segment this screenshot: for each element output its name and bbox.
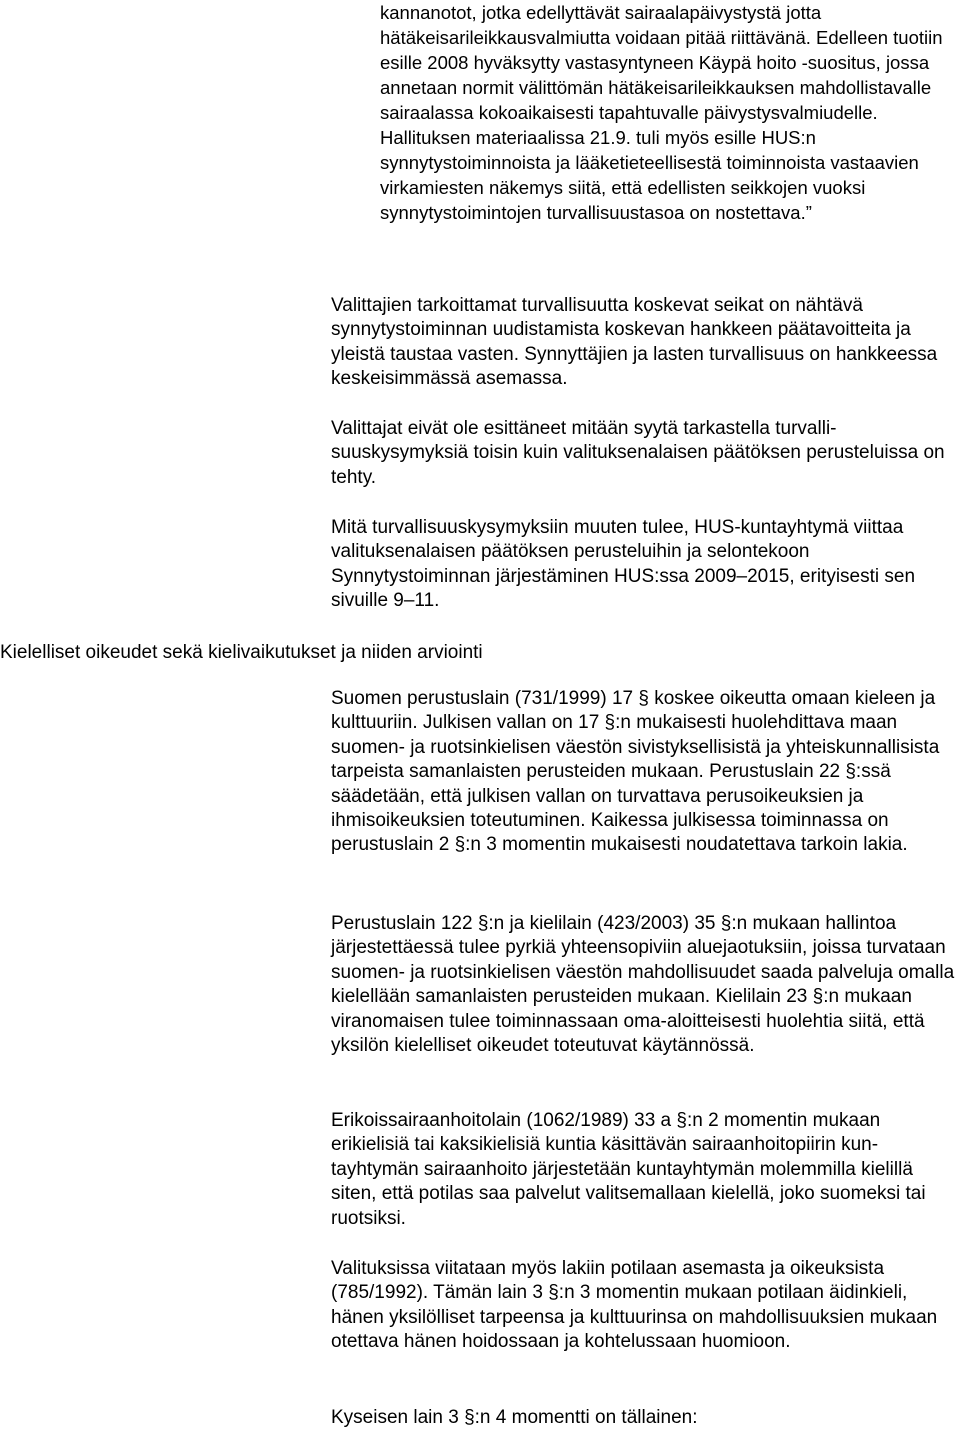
paragraph-specialized-care-act: Erikoissairaanhoitolain (1062/1989) 33 a §:n 2 momentin mukaan erikielisiä tai kaksikielisiä kuntia käsittävän sairaanhoitopiirin kuntayhtymän sairaanhoito järjestetään kuntayhtymän molemmilla kielillä siten, että potilas saa palvelut valitsemallaan kielellä, joko suomeksi tai ruotsiksi.	[331, 1110, 926, 1229]
paragraph-safety-context: Valittajien tarkoittamat turvallisuutta koskevat seikat on nähtävä synnytystoiminnan uudistamista koskevan hankkeen päätavoitteita ja yleistä taustaa vasten. Synnyttäjien ja lasten turvallisuus on hankkeessa keskeisimmässä asemassa.	[331, 295, 938, 390]
paragraph-moment-4-intro: Kyseisen lain 3 §:n 4 momentti on tällainen:	[331, 1407, 698, 1428]
paragraph-constitution-17: Suomen perustuslain (731/1999) 17 § koskee oikeutta omaan kieleen ja kulttuuriin. Julkisen vallan on 17 §:n mukaisesti huolehdittava maan suomen- ja ruotsinkielisen väestön sivistyksellisistä ja yhteiskunnallisista tarpeista samanlaisten perusteiden mukaan. Perustuslain 22 §:ssä säädetään, että julkisen vallan on turvattava perusoikeuksien ja ihmisoikeuksien toteutuminen. Kaikessa julkisessa toiminnassa on perustuslain 2 §:n 3 momentin mukaisesti noudatettava tarkoin lakia.	[331, 688, 940, 856]
section-heading-language-rights: Kielelliset oikeudet sekä kielivaikutukset ja niiden arviointi	[0, 642, 483, 663]
paragraph-constitution-122: Perustuslain 122 §:n ja kielilain (423/2003) 35 §:n mukaan hallintoa järjestettäessä tulee pyrkiä yhteensopiviin aluejaotuksiin, joissa turvataan suomen- ja ruotsinkielisen väestön mahdollisuudet saada palveluja omalla kielellään samanlaisten perusteiden mukaan. Kielilain 23 §:n mukaan viranomaisen tulee toiminnassaan oma-aloitteisesti huolehtia siitä, että yksilön kielelliset oikeudet toteutuvat käytännössä.	[331, 913, 955, 1057]
paragraph-no-reason-presented: Valittajat eivät ole esittäneet mitään syytä tarkastella turvallisuuskysymyksiä toisin kuin valituksenalaisen päätöksen perusteluissa on tehty.	[331, 418, 945, 488]
paragraph-patient-rights-act: Valituksissa viitataan myös lakiin potilaan asemasta ja oikeuksista (785/1992). Tämän lain 3 §:n 3 momentin mukaan potilaan äidinkieli, hänen yksilölliset tarpeensa ja kulttuurinsa on mahdollisuuksien mukaan otettava hänen hoidossaan ja kohtelussaan huomioon.	[331, 1258, 938, 1353]
quoted-passage: kannanotot, jotka edellyttävät sairaalapäivystystä jotta hätäkeisarileikkausvalmiutta voidaan pitää riittävänä. Edelleen tuotiin esille 2008 hyväksytty vastasyntyneen Käypä hoito -suositus, jossa annetaan normit välittömän hätäkeisarileikkauksen mahdollistavalle sairaalassa kokoaikaisesti tapahtuvalle päivystysvalmiudelle. Hallituksen materiaalissa 21.9. tuli myös esille HUS:n synnytystoiminnoista ja lääketieteellisestä toiminnoista vastaavien virkamiesten näkemys siitä, että edellisten seikkojen vuoksi synnytystoimintojen turvallisuustasoa on nostettava.”	[380, 2, 943, 223]
paragraph-safety-references: Mitä turvallisuuskysymyksiin muuten tulee, HUS-kuntayhtymä viittaa valituksenalaisen päätöksen perusteluihin ja selontekoon Synnytystoiminnan järjestäminen HUS:ssa 2009–2015, erityisesti sen sivuille 9–11.	[331, 517, 916, 612]
